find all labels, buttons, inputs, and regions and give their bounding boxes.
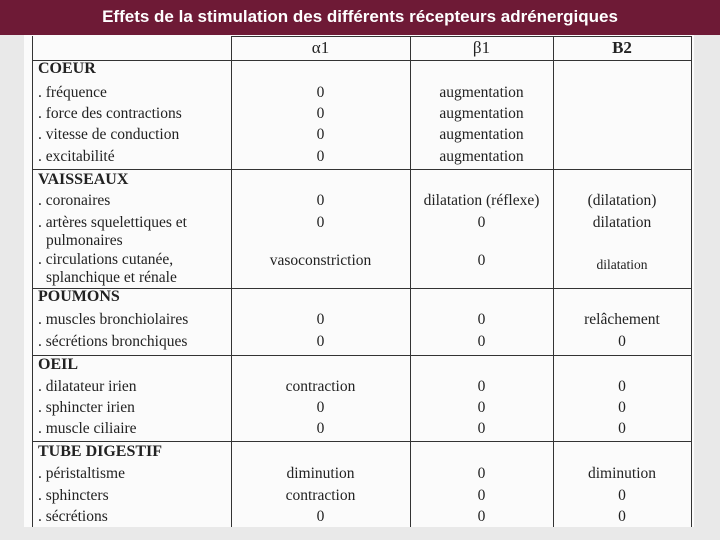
row-label-peristaltisme: . péristaltisme	[38, 465, 125, 482]
cell-poum-a1-2: 0	[316, 333, 325, 350]
row-label-sphincters: . sphincters	[38, 487, 109, 504]
row-label-vitesse: . vitesse de conduction	[38, 126, 180, 143]
row-label-sphincter-irien: . sphincter irien	[38, 399, 135, 416]
cell-coeur-a1-4: 0	[316, 148, 325, 165]
cell-oeil-b2-3: 0	[618, 420, 626, 437]
row-label-secretions-bronchiques: . sécrétions bronchiques	[38, 333, 188, 350]
row-label-coronaires: . coronaires	[38, 192, 111, 209]
cell-poum-b2-1: relâchement	[584, 311, 660, 328]
cell-tube-b2-1: diminution	[587, 465, 657, 482]
section-divider-vaisseaux	[32, 169, 692, 170]
cell-oeil-b2-2: 0	[618, 399, 626, 416]
cell-vaiss-b1-2: 0	[477, 214, 486, 231]
cell-tube-b1-2: 0	[477, 487, 486, 504]
row-label-muscles-bronchiolaires: . muscles bronchiolaires	[38, 311, 189, 328]
cell-tube-b2-3: 0	[618, 508, 626, 525]
cell-oeil-b2-1: 0	[618, 378, 626, 395]
cell-oeil-a1-3: 0	[316, 420, 325, 437]
cell-vaiss-a1-1: 0	[316, 192, 325, 209]
section-poumons: POUMONS	[38, 288, 120, 305]
section-coeur: COEUR	[38, 60, 96, 77]
cell-vaiss-b1-3: 0	[477, 252, 486, 269]
table-border-right	[691, 36, 692, 527]
cell-oeil-b1-2: 0	[477, 399, 486, 416]
header-beta1: β1	[472, 38, 491, 57]
slide-title: Effets de la stimulation des différents récepteurs adrénergiques	[102, 7, 618, 26]
header-beta2: B2	[612, 38, 632, 57]
cell-vaiss-b1-1: dilatation (réflexe)	[423, 192, 540, 209]
cell-vaiss-a1-2: 0	[316, 214, 325, 231]
row-label-dilatateur-irien: . dilatateur irien	[38, 378, 137, 395]
header-divider	[32, 60, 692, 61]
cell-coeur-a1-3: 0	[316, 126, 325, 143]
row-label-circulations-line1: . circulations cutanée,	[38, 251, 174, 268]
cell-oeil-b1-3: 0	[477, 420, 486, 437]
row-label-muscle-ciliaire: . muscle ciliaire	[38, 420, 137, 437]
section-divider-oeil	[32, 355, 692, 356]
row-label-secretions: . sécrétions	[38, 508, 108, 525]
section-tube-digestif: TUBE DIGESTIF	[38, 443, 163, 460]
cell-poum-b2-2: 0	[618, 333, 626, 350]
cell-coeur-b1-3: augmentation	[439, 126, 524, 143]
cell-poum-b1-2: 0	[477, 333, 486, 350]
cell-coeur-b1-2: augmentation	[439, 105, 524, 122]
cell-coeur-b1-4: augmentation	[439, 148, 524, 165]
row-label-arteres-line1: . artères squelettiques et	[38, 214, 187, 231]
row-label-arteres-line2: pulmonaires	[46, 232, 123, 249]
cell-vaiss-b2-1: (dilatation)	[587, 192, 657, 209]
section-vaisseaux: VAISSEAUX	[38, 171, 129, 188]
cell-coeur-a1-2: 0	[316, 105, 325, 122]
cell-tube-b1-3: 0	[477, 508, 486, 525]
cell-tube-a1-1: diminution	[286, 465, 355, 482]
column-divider-beta2	[553, 36, 554, 527]
cell-vaiss-b2-2: dilatation	[592, 214, 652, 231]
cell-vaiss-b2-3: dilatation	[596, 257, 648, 272]
row-label-circulations-line2: splanchique et rénale	[46, 269, 177, 286]
cell-oeil-a1-2: 0	[316, 399, 325, 416]
table-border-left	[32, 36, 33, 527]
cell-oeil-b1-1: 0	[477, 378, 486, 395]
row-label-excitabilite: . excitabilité	[38, 148, 115, 165]
cell-coeur-a1-1: 0	[316, 84, 325, 101]
cell-poum-b1-1: 0	[477, 311, 486, 328]
cell-poum-a1-1: 0	[316, 311, 325, 328]
cell-tube-a1-3: 0	[316, 508, 325, 525]
header-alpha1: α1	[311, 38, 330, 57]
cell-tube-b2-2: 0	[618, 487, 626, 504]
right-margin	[694, 35, 720, 540]
cell-tube-b1-1: 0	[477, 465, 486, 482]
section-oeil: OEIL	[38, 356, 79, 373]
cell-tube-a1-2: contraction	[285, 487, 356, 504]
cell-coeur-b1-1: augmentation	[439, 84, 524, 101]
left-margin	[0, 35, 24, 540]
row-label-force: . force des contractions	[38, 105, 182, 122]
cell-vaiss-a1-3: vasoconstriction	[269, 252, 372, 269]
cell-oeil-a1-1: contraction	[285, 378, 356, 395]
bottom-margin	[0, 527, 720, 540]
row-label-frequence: . fréquence	[38, 84, 107, 101]
